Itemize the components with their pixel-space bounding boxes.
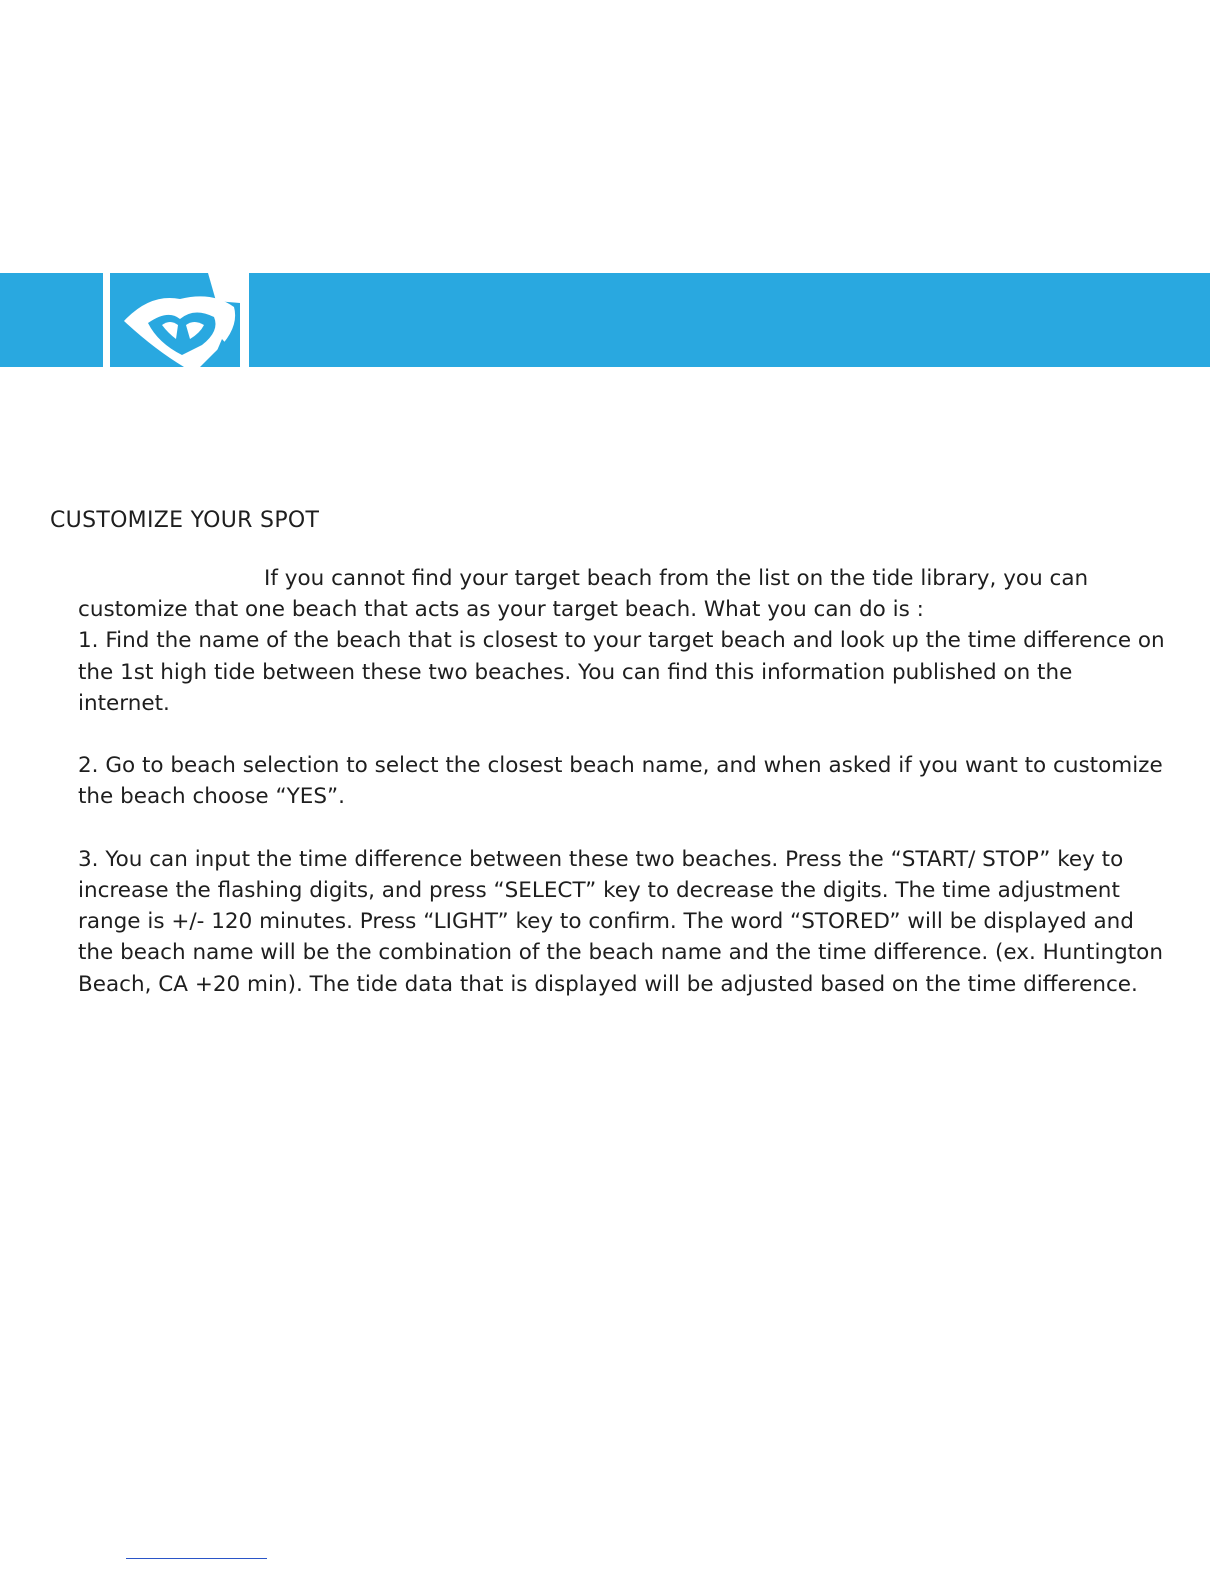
heart-logo-icon <box>110 273 240 367</box>
step-1: 1. Find the name of the beach that is closest to your target beach and look up the time difference on the 1st high tide between these two beaches. You can find this information published on the internet. <box>78 628 1165 716</box>
intro-paragraph: If you cannot find your target beach from the list on the tide library, you can customize that one beach that acts as your target beach. What you can do is : <box>78 566 1089 623</box>
step-2: 2. Go to beach selection to select the closest beach name, and when asked if you want to customize the beach choose “YES”. <box>78 753 1163 810</box>
section-title: CUSTOMIZE YOUR SPOT <box>50 508 320 533</box>
header-banner-right <box>249 273 1210 367</box>
brand-logo <box>110 273 240 367</box>
header-banner-left <box>0 273 103 367</box>
step-3: 3. You can input the time difference between these two beaches. Press the “START/ STOP” key to increase the flashing digits, and press “SELECT” key to decrease the digits. The time adjustment range is +/- 120 minutes. Press “LIGHT” key to confirm. The word “STORED” will be displayed and the beach name will be the combination of the beach name and the time difference. (ex. Huntington Beach, CA +20 min). The tide data that is displayed will be adjusted based on the time difference. <box>78 846 1163 997</box>
footer-divider <box>126 1558 267 1559</box>
section-content <box>78 563 1168 1000</box>
